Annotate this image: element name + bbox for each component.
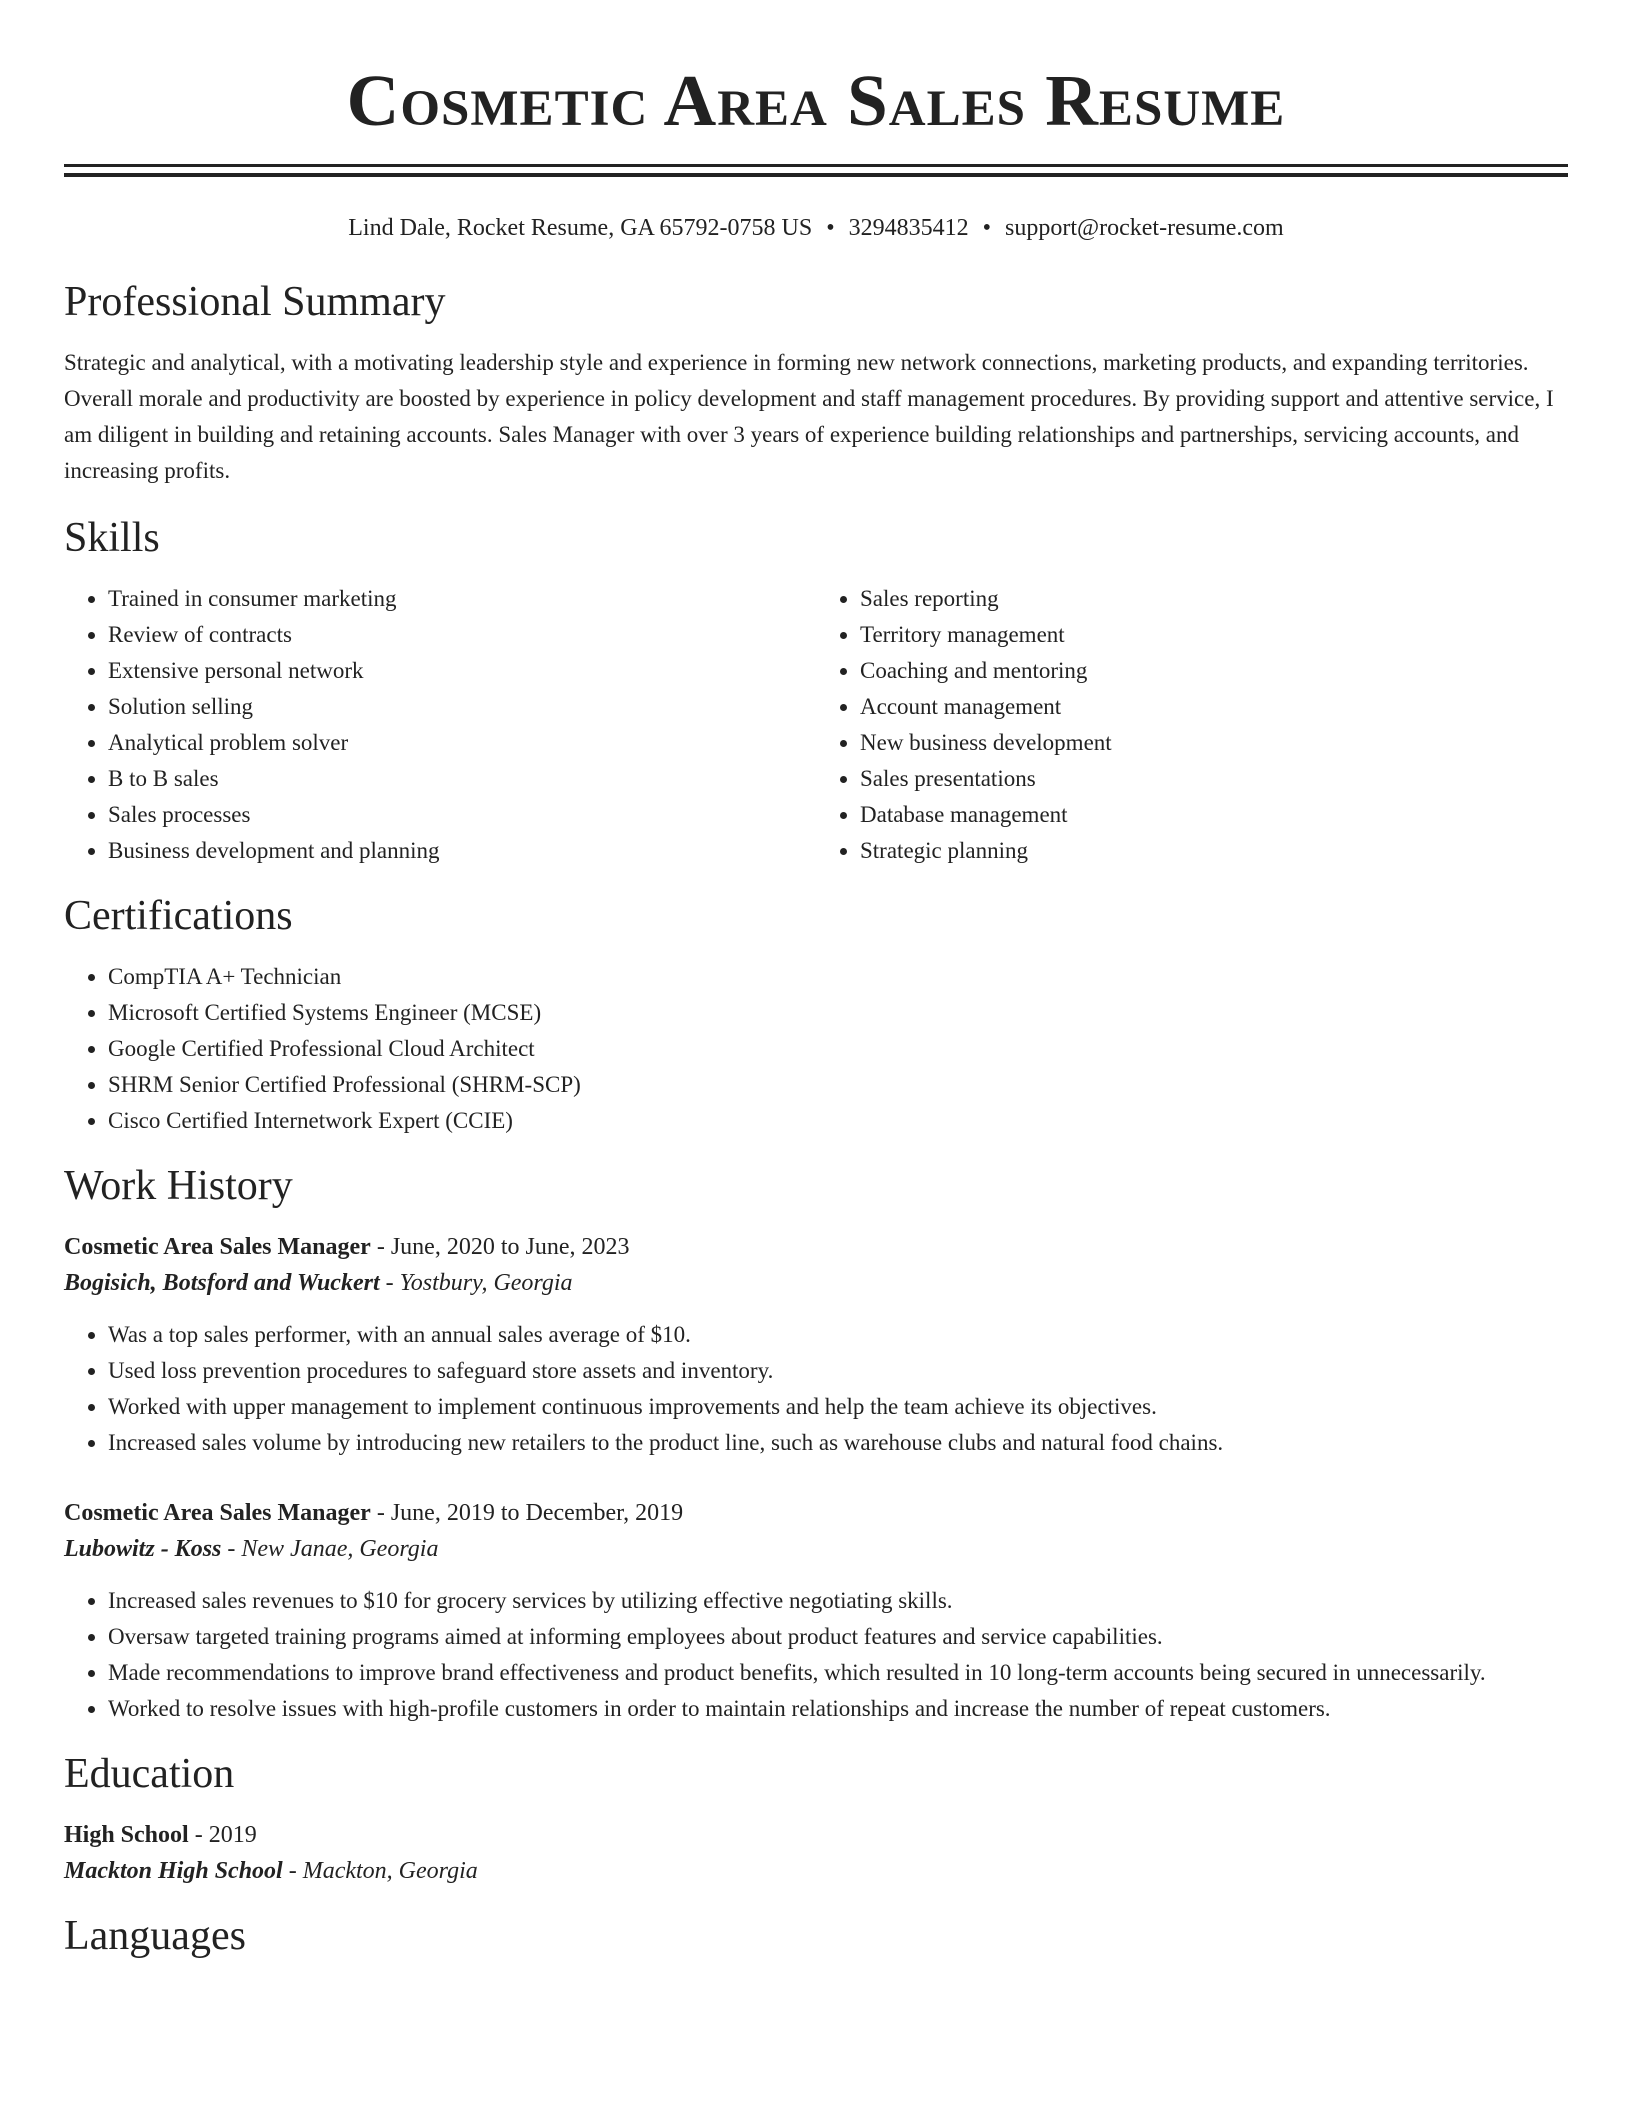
list-item: • Worked to resolve issues with high-profile customers in order to maintain relationships and increase the number of repeat customers.	[108, 1691, 1568, 1727]
list-item: • Made recommendations to improve brand effectiveness and product benefits, which resulted in 10 long-term accounts being secured in unnecessarily.	[108, 1655, 1568, 1691]
job-company: Lubowitz - Koss	[64, 1536, 222, 1562]
job-title: Cosmetic Area Sales Manager	[64, 1500, 371, 1526]
list-item: • Sales presentations	[860, 761, 1568, 797]
job-bullets	[64, 1317, 1568, 1461]
list-item: • Analytical problem solver	[108, 725, 816, 761]
work-history-heading: Work History	[64, 1163, 293, 1209]
education-degree: High School	[64, 1822, 189, 1848]
list-item: • Strategic planning	[860, 833, 1568, 869]
job-dates: - June, 2019 to December, 2019	[370, 1500, 684, 1526]
list-item: • Google Certified Professional Cloud Architect	[108, 1031, 1568, 1067]
list-item: • Solution selling	[108, 689, 816, 725]
contact-separator: •	[826, 215, 835, 241]
skills-list-right	[816, 581, 1568, 869]
contact-line	[64, 213, 1568, 243]
list-item: • B to B sales	[108, 761, 816, 797]
job-company: Bogisich, Botsford and Wuckert	[64, 1270, 380, 1296]
list-item: • Increased sales volume by introducing new retailers to the product line, such as warehouse clubs and natural food chains.	[108, 1425, 1568, 1461]
contact-phone: 3294835412	[848, 215, 969, 241]
job-company-line	[64, 1265, 1568, 1301]
job-title: Cosmetic Area Sales Manager	[64, 1234, 371, 1260]
list-item: • Account management	[860, 689, 1568, 725]
education-school-line	[64, 1853, 1568, 1889]
title-rule-top	[64, 164, 1568, 167]
list-item: • Was a top sales performer, with an annual sales average of $10.	[108, 1317, 1568, 1353]
list-item: • CompTIA A+ Technician	[108, 959, 1568, 995]
list-item: • Sales reporting	[860, 581, 1568, 617]
list-item: • Review of contracts	[108, 617, 816, 653]
list-item: • Business development and planning	[108, 833, 816, 869]
contact-separator: •	[982, 215, 992, 241]
certifications-heading: Certifications	[64, 893, 293, 939]
contact-address: Lind Dale, Rocket Resume, GA 65792-0758 US	[348, 215, 813, 241]
languages-heading: Languages	[64, 1913, 246, 1959]
skills-columns	[64, 581, 1568, 869]
list-item: • Cisco Certified Internetwork Expert (CCIE)	[108, 1103, 1568, 1139]
resume-title: Cosmetic Area Sales Resume	[346, 60, 1286, 141]
job-location: - New Janae, Georgia	[221, 1536, 439, 1562]
education-heading: Education	[64, 1751, 235, 1797]
summary-text: Strategic and analytical, with a motivating leadership style and experience in forming new network connections, marketing products, and expanding territories. Overall morale and productivity are boosted by experience in policy development and staff management procedures. By providing support and attentive service, I am diligent in building and retaining accounts. Sales Manager with over 3 years of experience building relationships and partnerships, servicing accounts, and increasing profits.	[64, 350, 1554, 483]
list-item: • Trained in consumer marketing	[108, 581, 816, 617]
job-title-line	[64, 1495, 1568, 1531]
list-item: • Microsoft Certified Systems Engineer (MCSE)	[108, 995, 1568, 1031]
list-item: • New business development	[860, 725, 1568, 761]
job-bullets	[64, 1583, 1568, 1727]
job-company-line	[64, 1531, 1568, 1567]
title-rule-bottom	[64, 173, 1568, 177]
list-item: • Extensive personal network	[108, 653, 816, 689]
list-item: • Worked with upper management to implement continuous improvements and help the team achieve its objectives.	[108, 1389, 1568, 1425]
list-item: • Territory management	[860, 617, 1568, 653]
list-item: • Used loss prevention procedures to safeguard store assets and inventory.	[108, 1353, 1568, 1389]
job-location: - Yostbury, Georgia	[379, 1270, 573, 1296]
list-item: • SHRM Senior Certified Professional (SHRM-SCP)	[108, 1067, 1568, 1103]
job-entry	[64, 1495, 1568, 1727]
education-entry	[64, 1817, 1568, 1889]
list-item: • Increased sales revenues to $10 for grocery services by utilizing effective negotiating skills.	[108, 1583, 1568, 1619]
job-entry	[64, 1229, 1568, 1461]
list-item: • Coaching and mentoring	[860, 653, 1568, 689]
education-location: - Mackton, Georgia	[282, 1858, 478, 1884]
education-school: Mackton High School	[64, 1858, 283, 1884]
education-degree-line	[64, 1817, 1568, 1853]
certifications-list	[64, 959, 1568, 1139]
job-title-line	[64, 1229, 1568, 1265]
list-item: • Sales processes	[108, 797, 816, 833]
job-dates: - June, 2020 to June, 2023	[370, 1234, 630, 1260]
summary-heading: Professional Summary	[64, 279, 446, 325]
contact-email: support@rocket-resume.com	[1005, 215, 1284, 241]
list-item: • Database management	[860, 797, 1568, 833]
skills-list-left	[64, 581, 816, 869]
skills-heading: Skills	[64, 515, 160, 561]
education-year: - 2019	[188, 1822, 257, 1848]
list-item: • Oversaw targeted training programs aimed at informing employees about product features and service capabilities.	[108, 1619, 1568, 1655]
